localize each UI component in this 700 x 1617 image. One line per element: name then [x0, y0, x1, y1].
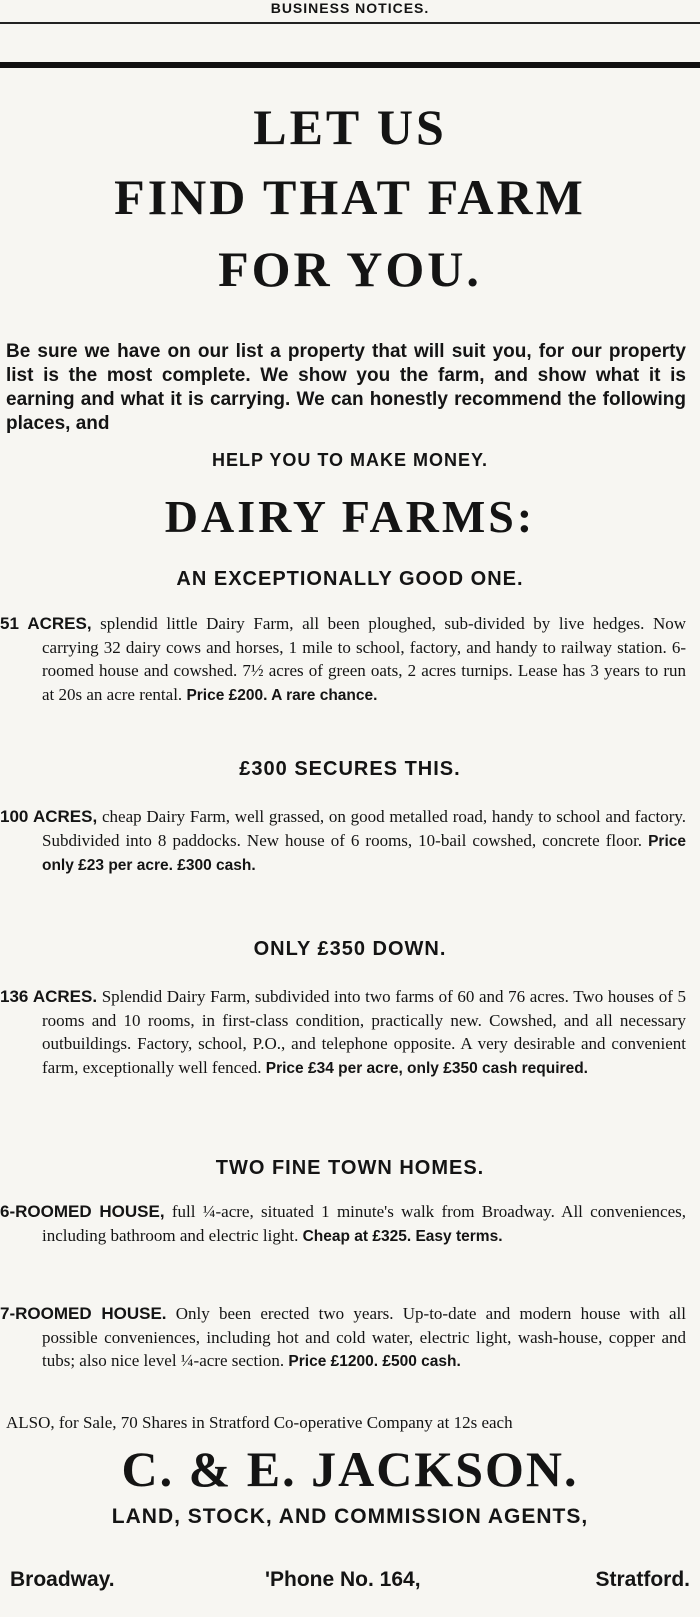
listing-body: splendid little Dairy Farm, all been ploughed, sub-divided by live hedges. Now carrying 32 dairy cows and horses, 1 mile to school, factory, and handy to railway station. 6-roomed house and cowshed. 7½ acres of green oats, 2 acres turnips. Lease has 3 years to run at 20s an acre rental. — [42, 614, 687, 704]
listing-item — [0, 805, 686, 878]
intro-strong-line: HELP YOU TO MAKE MONEY. — [211, 450, 489, 470]
listing-heading: £300 SECURES THIS. — [239, 758, 461, 780]
listing-lead: 136 ACRES. — [0, 987, 98, 1006]
listing-price: Price £200. A rare chance. — [186, 686, 378, 704]
listing-item — [0, 985, 686, 1080]
listing-price: Cheap at £325. Easy terms. — [302, 1227, 503, 1245]
listing-price: Price £34 per acre, only £350 cash required. — [265, 1059, 588, 1077]
listing-item — [0, 1200, 686, 1248]
listing-item — [0, 1302, 686, 1374]
listing-body: cheap Dairy Farm, well grassed, on good metalled road, handy to school and factory. Subdivided into 8 paddocks. New house of 6 rooms, 10-bail cowshed, concrete floor. — [42, 807, 687, 850]
listing-price: Price £1200. £500 cash. — [288, 1353, 461, 1370]
headline-line-2: FIND THAT FARM — [114, 169, 586, 225]
listing-price: Price only £23 per acre. £300 cash. — [42, 832, 686, 874]
listing-heading: AN EXCEPTIONALLY GOOD ONE. — [176, 568, 524, 590]
footer-town: Stratford. — [595, 1568, 690, 1591]
headline-line-3: FOR YOU. — [218, 241, 482, 297]
listing-body: Splendid Dairy Farm, subdivided into two farms of 60 and 76 acres. Two houses of 5 rooms and 10 rooms, in first-class condition, practically new. Cowshed, and all necessary outbuildings. Factory, school, P.O., and telephone opposite. A very desirable and convenient farm, exceptionally well fenced. — [42, 987, 687, 1077]
firm-description: LAND, STOCK, AND COMMISSION AGENTS, — [111, 1505, 589, 1528]
header-rule — [0, 22, 700, 24]
footer-phone: 'Phone No. 164, — [265, 1568, 421, 1591]
listing-body: full ¼-acre, situated 1 minute's walk from Broadway. All conveniences, including bathroom and electric light. — [42, 1202, 686, 1245]
listing-lead: 51 ACRES, — [0, 614, 92, 633]
section-header: BUSINESS NOTICES. — [270, 0, 430, 16]
headline-line-1: LET US — [253, 99, 447, 155]
firm-name: C. & E. JACKSON. — [121, 1441, 579, 1497]
listing-item — [0, 612, 686, 707]
listing-heading: TWO FINE TOWN HOMES. — [215, 1157, 485, 1179]
intro-paragraph: Be sure we have on our list a property that will suit you, for our property list is the most complete. We show you the farm, and show what it is earning and what it is carrying. We can honestly recommend the following places, and — [6, 341, 686, 434]
header-thick-rule — [0, 62, 700, 68]
section-title: DAIRY FARMS: — [164, 491, 536, 542]
listing-heading: ONLY £350 DOWN. — [253, 938, 447, 960]
listing-body: Only been erected two years. Up-to-date and modern house with all possible conveniences, including hot and cold water, electric light, wash-house, copper and tubs; also nice level ¼-acre section. — [42, 1304, 686, 1370]
listing-lead: 6-ROOMED HOUSE, — [0, 1202, 165, 1221]
listing-lead: 100 ACRES, — [0, 807, 98, 826]
listing-lead: 7-ROOMED HOUSE. — [0, 1304, 167, 1323]
also-notice: ALSO, for Sale, 70 Shares in Stratford Co-operative Company at 12s each — [6, 1413, 513, 1432]
footer-address: Broadway. — [10, 1568, 115, 1591]
